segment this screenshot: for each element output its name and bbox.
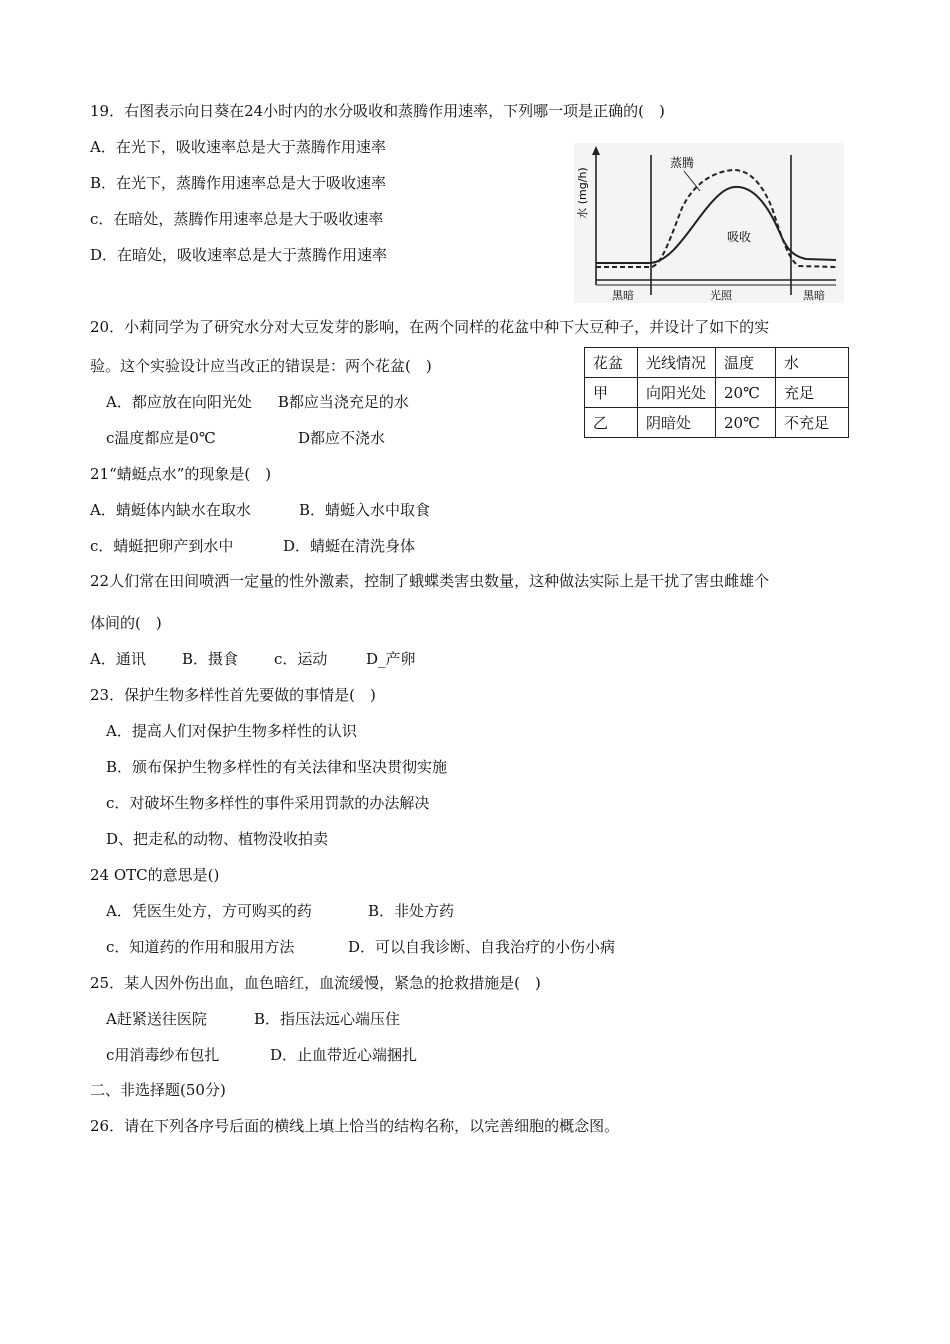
q24-option-d: D．可以自我诊断、自我治疗的小伤小病	[348, 938, 616, 956]
q22-option-a: A．通讯	[90, 650, 146, 668]
q23-option-a: A．提高人们对保护生物多样性的认识	[106, 722, 357, 740]
q25-options-ab	[106, 1009, 400, 1029]
table-cell: 不充足	[776, 408, 849, 438]
q24-option-c: c．知道药的作用和服用方法	[106, 938, 295, 956]
table-cell: 甲	[585, 378, 638, 408]
q24-options-cd	[106, 937, 615, 957]
table-cell: 阴暗处	[638, 408, 716, 438]
table-header-cell: 水	[776, 348, 849, 378]
chart-background	[574, 143, 844, 303]
q21-option-c: c．蜻蜓把卵产到水中	[90, 537, 234, 555]
q21-option-d: D．蜻蜓在清洗身体	[283, 537, 416, 555]
q21-options-cd	[90, 536, 415, 556]
q20-experiment-table	[584, 347, 849, 438]
q20-option-c: c温度都应是0℃	[106, 429, 216, 447]
table-cell: 乙	[585, 408, 638, 438]
period-light: 光照	[710, 289, 732, 302]
q24-option-b: B．非处方药	[368, 902, 455, 920]
q20-stem-line2: 验。这个实验设计应当改正的错误是：两个花盆( )	[90, 357, 432, 375]
q25-option-c: c用消毒纱布包扎	[106, 1046, 220, 1064]
q20-option-d: D都应不浇水	[298, 429, 386, 447]
q23-option-b: B．颁布保护生物多样性的有关法律和坚决贯彻实施	[106, 758, 448, 776]
table-row	[585, 378, 849, 408]
period-dark-1: 黑暗	[612, 289, 634, 302]
q22-stem-line1: 22人们常在田间喷洒一定量的性外激素，控制了蛾蝶类害虫数量，这种做法实际上是干扰了害虫雌雄个	[90, 572, 770, 590]
table-row	[585, 408, 849, 438]
table-cell: 20℃	[716, 378, 776, 408]
y-axis-label: 水 (mg/h)	[576, 167, 589, 219]
q21-option-b: B．蜻蜓入水中取食	[299, 501, 431, 519]
q25-option-a: A赶紧送往医院	[106, 1010, 207, 1028]
q26-stem: 26．请在下列各序号后面的横线上填上恰当的结构名称，以完善细胞的概念图。	[90, 1117, 620, 1135]
table-header-cell: 花盆	[585, 348, 638, 378]
q20-stem-line1: 20．小莉同学为了研究水分对大豆发芽的影响，在两个同样的花盆中种下大豆种子，并设计了如下的实	[90, 318, 770, 336]
table-cell: 20℃	[716, 408, 776, 438]
q20-option-a: A．都应放在向阳光处	[106, 393, 252, 411]
series-label-absorption: 吸收	[727, 230, 752, 244]
q22-stem-line2: 体间的( )	[90, 614, 162, 632]
q19-option-a: A．在光下，吸收速率总是大于蒸腾作用速率	[90, 138, 386, 156]
section-heading: 二、非选择题(50分)	[90, 1081, 226, 1099]
q22-option-c: c．运动	[274, 650, 328, 668]
q25-options-cd	[106, 1045, 417, 1065]
table-cell: 向阳光处	[638, 378, 716, 408]
q20-options-ab	[106, 392, 409, 412]
table-header-row	[585, 348, 849, 378]
q22-option-d: D_产卵	[366, 650, 416, 668]
q19-option-b: B．在光下，蒸腾作用速率总是大于吸收速率	[90, 174, 387, 192]
q23-option-d: D、把走私的动物、植物没收拍卖	[106, 830, 329, 848]
water-rate-chart	[574, 143, 844, 303]
q21-option-a: A．蜻蜓体内缺水在取水	[90, 501, 251, 519]
table-header-cell: 温度	[716, 348, 776, 378]
q22-options	[90, 649, 416, 669]
table-cell: 充足	[776, 378, 849, 408]
q22-option-b: B．摄食	[182, 650, 239, 668]
q23-option-c: c．对破坏生物多样性的事件采用罚款的办法解决	[106, 794, 430, 812]
q19-stem: 19．右图表示向日葵在24小时内的水分吸收和蒸腾作用速率，下列哪一项是正确的( )	[90, 102, 665, 120]
q20-option-b: B都应当浇充足的水	[277, 393, 409, 411]
q21-options-ab	[90, 500, 430, 520]
q23-stem: 23．保护生物多样性首先要做的事情是( )	[90, 686, 376, 704]
q19-option-d: D．在暗处，吸收速率总是大于蒸腾作用速率	[90, 246, 388, 264]
q21-stem: 21“蜻蜓点水”的现象是( )	[90, 465, 272, 483]
period-dark-2: 黑暗	[803, 289, 825, 302]
q24-stem: 24 OTC的意思是()	[90, 866, 220, 884]
q20-options-cd	[106, 428, 385, 448]
q19-option-c: c．在暗处，蒸腾作用速率总是大于吸收速率	[90, 210, 384, 228]
table-header-cell: 光线情况	[638, 348, 716, 378]
q24-options-ab	[106, 901, 454, 921]
series-label-transpiration: 蒸腾	[670, 156, 695, 170]
q24-option-a: A．凭医生处方，方可购买的药	[106, 902, 312, 920]
q25-option-b: B．指压法远心端压住	[254, 1010, 401, 1028]
q25-stem: 25．某人因外伤出血，血色暗红，血流缓慢，紧急的抢救措施是( )	[90, 974, 541, 992]
q25-option-d: D．止血带近心端捆扎	[270, 1046, 418, 1064]
